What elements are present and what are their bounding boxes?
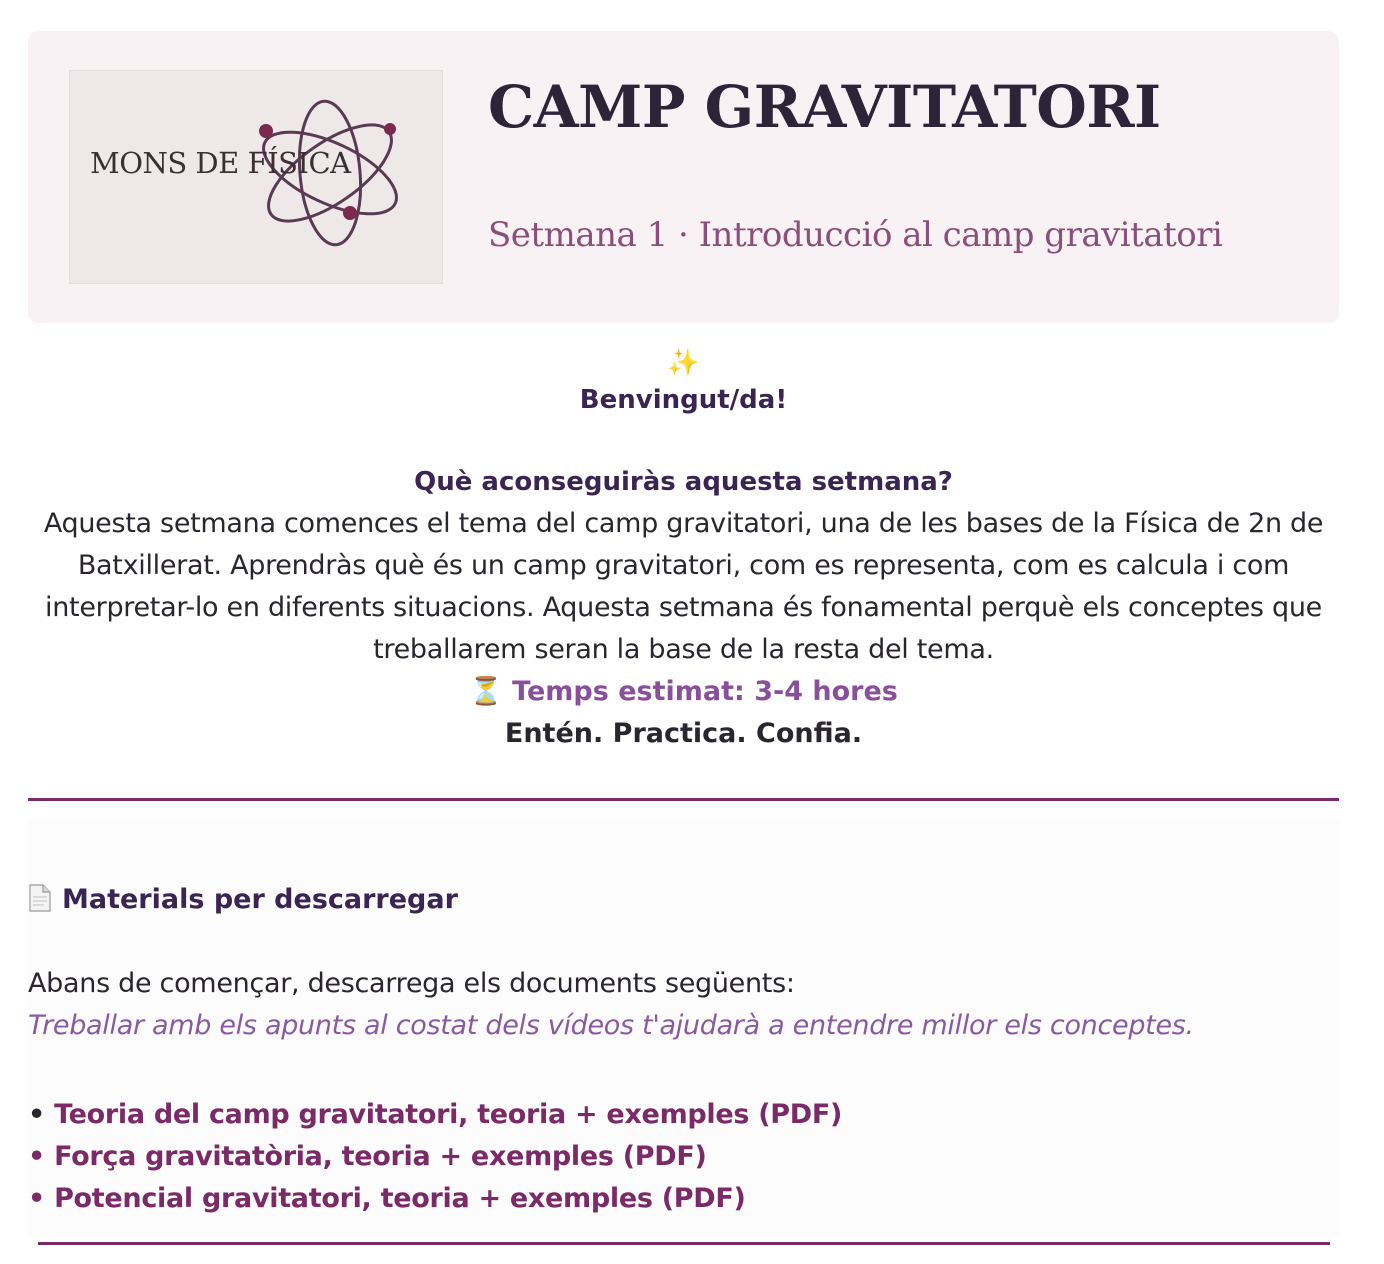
- section-divider: [28, 798, 1339, 801]
- page-header: [28, 31, 1339, 323]
- week-description: Aquesta setmana comences el tema del camp gravitatori, una de les bases de la Física de 2n de Batxillerat. Aprendràs què és un camp gravitatori, com es representa, com es calcula i com interpretar-lo en diferents situacions. Aquesta setmana és fonamental perquè els conceptes que treballarem seran la base de la resta del tema.: [43, 508, 1324, 665]
- motto: Entén. Practica. Confia.: [504, 718, 863, 749]
- logo: [70, 71, 442, 283]
- list-item: [28, 1178, 842, 1220]
- document-icon: [28, 884, 52, 912]
- estimated-time-label: Temps estimat: 3-4 hores: [512, 676, 898, 707]
- pdf-link-potencial-gravitatori[interactable]: Potencial gravitatori, teoria + exemples (PDF): [54, 1183, 746, 1214]
- materials-intro: Abans de començar, descarrega els documents següents:: [28, 968, 795, 999]
- materials-heading: [28, 884, 458, 915]
- materials-title: Materials per descarregar: [62, 884, 458, 915]
- hourglass-icon: ⏳: [469, 676, 503, 707]
- welcome-heading: Benvingut/da!: [579, 385, 788, 415]
- bullet: •: [28, 1099, 55, 1130]
- section-divider: [38, 1242, 1330, 1245]
- list-item: [28, 1094, 842, 1136]
- page-subtitle: Setmana 1 · Introducció al camp gravitatori: [488, 215, 1223, 255]
- estimated-time: [28, 671, 1339, 713]
- materials-list: [28, 1094, 842, 1220]
- list-item: [28, 1136, 842, 1178]
- pdf-link-camp-gravitatori[interactable]: Teoria del camp gravitatori, teoria + exemples (PDF): [54, 1099, 843, 1130]
- goal-heading: Què aconseguiràs aquesta setmana?: [414, 467, 953, 497]
- materials-note: Treballar amb els apunts al costat dels vídeos t'ajudarà a entendre millor els conceptes.: [28, 1010, 1194, 1041]
- materials-section: [28, 818, 1339, 1238]
- welcome-section: [28, 345, 1339, 755]
- bullet: •: [28, 1141, 55, 1172]
- pdf-link-forca-gravitatoria[interactable]: Força gravitatòria, teoria + exemples (PDF): [54, 1141, 707, 1172]
- logo-text: MONS DE FÍSICA: [90, 146, 351, 180]
- page-title: CAMP GRAVITATORI: [488, 73, 1161, 141]
- bullet: •: [28, 1183, 55, 1214]
- sparkles-icon: ✨: [667, 348, 700, 378]
